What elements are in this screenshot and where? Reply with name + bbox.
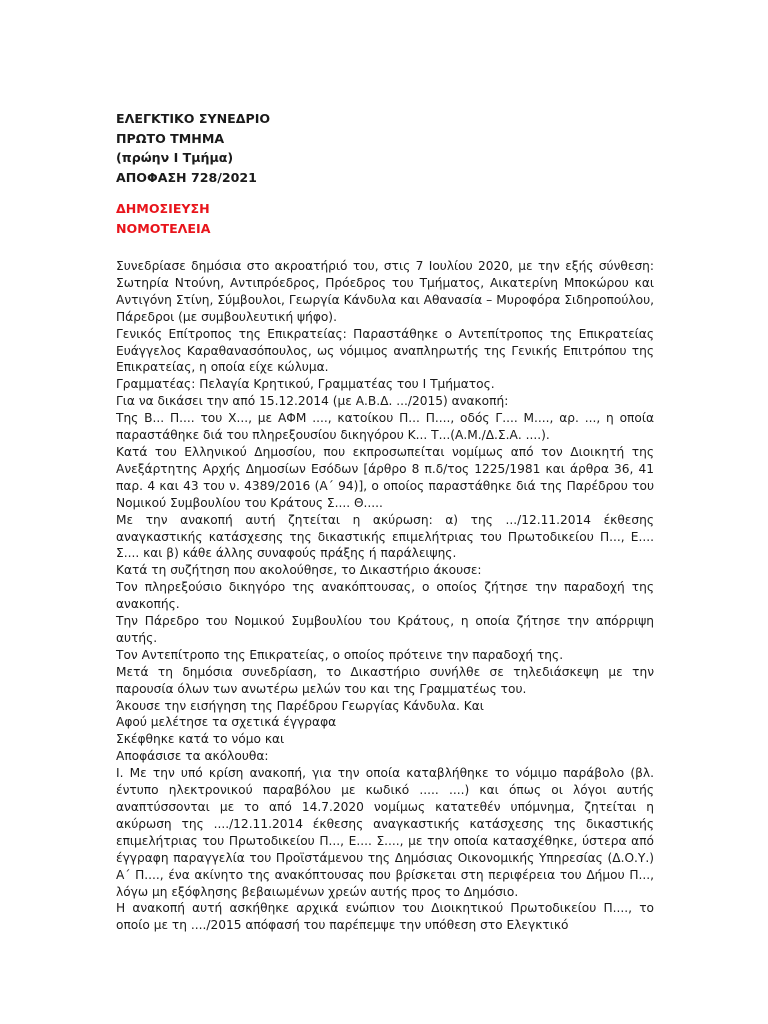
paragraph-documents: Αφού μελέτησε τα σχετικά έγγραφα — [116, 715, 337, 730]
paragraph-composition: Συνεδρίασε δημόσια στο ακροατήριό του, στις 7 Ιουλίου 2020, με την εξής σύνθεση: Σωτηρία Ντούνη, Αντιπρόεδρος, Πρόεδρος του Τμήματος, Αικατερίνη Μποκώρου και Αντιγόνη Στίνη, Σύμβουλοι, Γεωργία Κάνδυλα και Αθανασία – Μυροφόρα Σιδηροπούλου, Πάρεδροι (με συμβουλευτική ψήφο). — [116, 259, 654, 324]
paragraph-referral: Η ανακοπή αυτή ασκήθηκε αρχικά ενώπιον του Διοικητικού Πρωτοδικείου Π...., το οποίο με τη ..../2015 απόφασή του παρέπεμψε την υπόθεση στο Ελεγκτικό — [116, 901, 654, 933]
case-law-tag: ΝΟΜΟΤΕΛΕΙΑ — [116, 220, 211, 236]
paragraph-deliberation: Μετά τη δημόσια συνεδρίαση, το Δικαστήριο συνήλθε σε τηλεδιάσκεψη με την παρουσία όλων των ανωτέρω μελών του και της Γραμματέως του. — [116, 664, 654, 696]
paragraph-lawyer: Τον πληρεξούσιο δικηγόρο της ανακόπτουσας, ο οποίος ζήτησε την παραδοχή της ανακοπής. — [116, 580, 654, 612]
paragraph-secretary: Γραμματέας: Πελαγία Κρητικού, Γραμματέας του Ι Τμήματος. — [116, 377, 495, 392]
publication-tag: ΔΗΜΟΣΙΕΥΣΗ — [116, 201, 210, 216]
paragraph-section-one: Ι. Με την υπό κρίση ανακοπή, για την οποία καταβλήθηκε το νόμιμο παράβολο (βλ. έντυπο ηλεκτρονικού παραβόλου με κωδικό ..... ....) και όπως οι λόγοι αυτής αναπτύσσονται με το από 14.7.2020 νομίμως κατατεθέν υπόμνημα, ζητείται η ακύρωση της ..../12.11.2014 έκθεσης αναγκαστικής κατάσχεσης της δικαστικής επιμελήτριας του Πρωτοδικείου Π..., Ε.... Σ...., με την οποία κατασχέθηκε, ύστερα από έγγραφη παραγγελία του Προϊστάμενου της Δημόσιας Οικονομικής Υπηρεσίας (Δ.Ο.Υ.) Α΄ Π...., ένα ακίνητο της ανακόπτουσας που βρίσκεται στη περιφέρεια του Δήμου Π..., λόγω μη εξόφλησης βεβαιωμένων χρεών αυτής προς το Δημόσιο. — [116, 766, 654, 899]
decision-body — [116, 258, 654, 934]
court-name: ΕΛΕΓΚΤΙΚΟ ΣΥΝΕΔΡΙΟ — [116, 111, 271, 126]
paragraph-commissioner: Γενικός Επίτροπος της Επικρατείας: Παραστάθηκε ο Αντεπίτροπος της Επικρατείας Ευάγγελος Καραθανασόπουλος, ως νόμιμος αναπληρωτής της Γενικής Επιτρόπου της Επικρατείας, η οποία είχε κώλυμα. — [116, 326, 654, 375]
paragraph-hearing: Κατά τη συζήτηση που ακολούθησε, το Δικαστήριο άκουσε: — [116, 563, 482, 578]
paragraph-considered: Σκέφθηκε κατά το νόμο και — [116, 732, 285, 747]
paragraph-request: Με την ανακοπή αυτή ζητείται η ακύρωση: α) της .../12.11.2014 έκθεσης αναγκαστικής κατάσχεσης της δικαστικής επιμελήτριας του Πρωτοδικείου Π..., Ε.... Σ.... και β) κάθε άλλης συναφούς πράξης ή παράλειψης. — [116, 512, 654, 561]
paragraph-object: Για να δικάσει την από 15.12.2014 (με Α.Β.Δ. .../2015) ανακοπή: — [116, 394, 509, 409]
paragraph-decided: Αποφάσισε τα ακόλουθα: — [116, 749, 269, 764]
paragraph-state-counsel: Την Πάρεδρο του Νομικού Συμβουλίου του Κράτους, η οποία ζήτησε την απόρριψη αυτής. — [116, 614, 654, 645]
chamber-name: ΠΡΩΤΟ ΤΜΗΜΑ — [116, 130, 225, 146]
paragraph-applicant: Της Β... Π.... του Χ..., με ΑΦΜ ...., κατοίκου Π... Π...., οδός Γ.... Μ...., αρ. ..., η οποία παραστάθηκε διά του πληρεξουσίου δικηγόρου Κ... Τ...(Α.Μ./Δ.Σ.Α. ....). — [116, 411, 654, 443]
document-content — [116, 109, 654, 934]
former-chamber: (πρώην Ι Τμήμα) — [116, 150, 234, 165]
decision-number: ΑΠΟΦΑΣΗ 728/2021 — [116, 169, 257, 185]
paragraph-respondent: Κατά του Ελληνικού Δημοσίου, που εκπροσωπείται νομίμως από τον Διοικητή της Ανεξάρτητης Αρχής Δημοσίων Εσόδων [άρθρο 8 π.δ/τος 1225/1981 και άρθρα 36, 41 παρ. 4 και 43 του ν. 4389/2016 (Α΄ 94)], ο οποίος παραστάθηκε διά της Παρέδρου του Νομικού Συμβουλίου του Κράτους Σ.... Θ..... — [116, 444, 654, 510]
paragraph-rapporteur: Άκουσε την εισήγηση της Παρέδρου Γεωργίας Κάνδυλα. Και — [116, 698, 484, 713]
paragraph-deputy-commissioner: Τον Αντεπίτροπο της Επικρατείας, ο οποίος πρότεινε την παραδοχή της. — [116, 647, 564, 662]
